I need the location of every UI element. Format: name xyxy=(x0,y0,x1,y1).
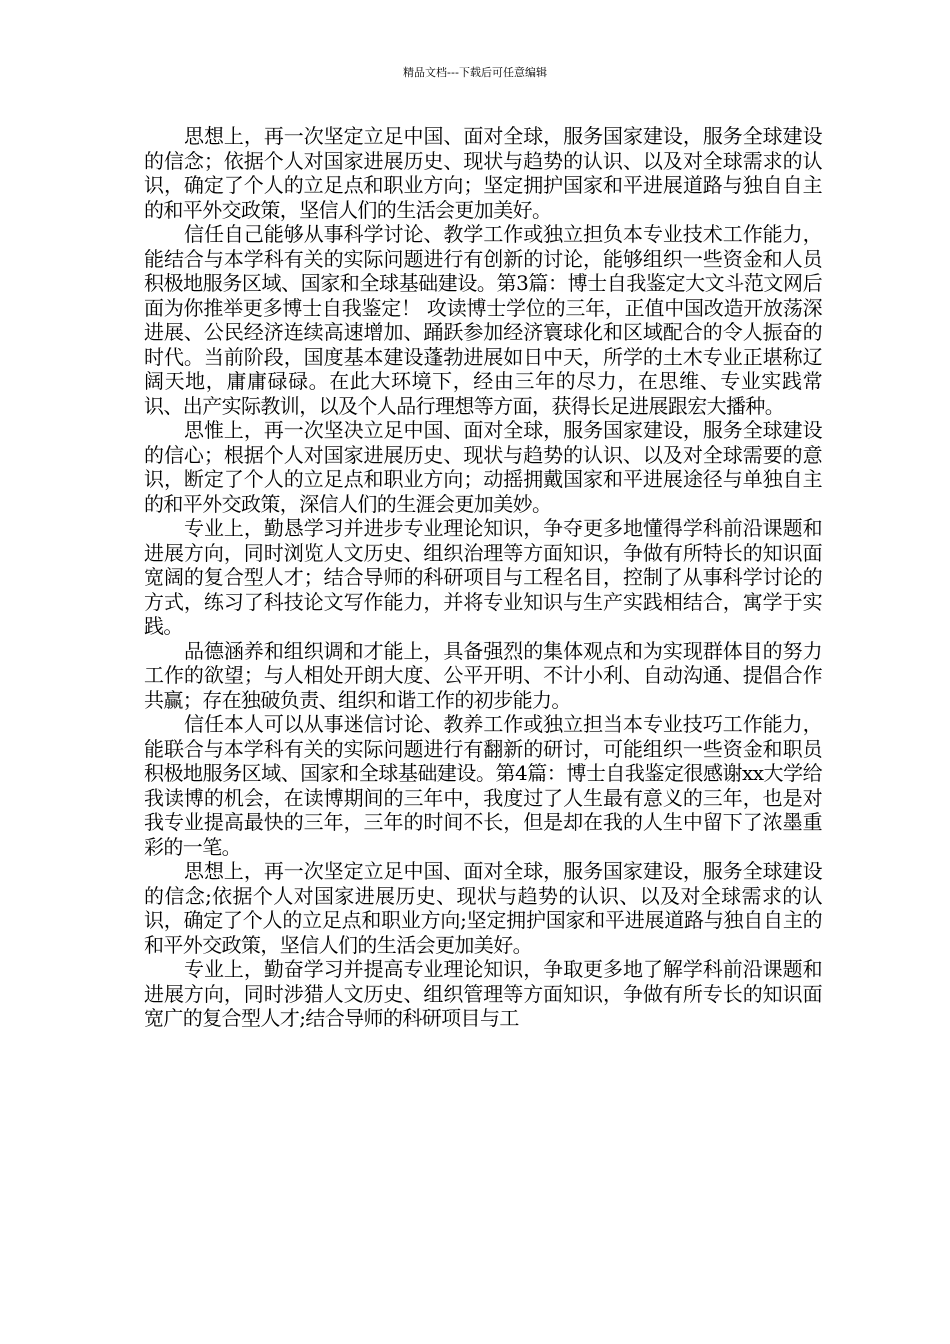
paragraph: 信任自己能够从事科学讨论、教学工作或独立担负本专业技术工作能力，能结合与本学科有关的实际问题进行有创新的讨论，能够组织一些资金和人员积极地服务区域、国家和全球基础建设。第3篇：博士自我鉴定大文斗范文网后面为你推举更多博士自我鉴定！ 攻读博士学位的三年，正值中国改造开放荡深进展、公民经济连续高速增加、踊跃参加经济寰球化和区域配合的令人振奋的时代。当前阶段，国度基本建设蓬勃进展如日中天，所学的土木专业正堪称辽阔天地，庸庸碌碌。在此大环境下，经由三年的尽力，在思维、专业实践常识、出产实际教训，以及个人品行理想等方面，获得长足进展跟宏大播种。 xyxy=(144,222,822,418)
paragraph: 思想上，再一次坚定立足中国、面对全球，服务国家建设，服务全球建设的信念；依据个人对国家进展历史、现状与趋势的认识、以及对全球需求的认识，确定了个人的立足点和职业方向；坚定拥护国家和平进展道路与独自自主的和平外交政策，坚信人们的生活会更加美好。 xyxy=(144,124,822,222)
page-header: 精品文档---下载后可任意编辑 xyxy=(403,66,547,79)
paragraph: 品德涵养和组织调和才能上，具备强烈的集体观点和为实现群体目的努力工作的欲望；与人相处开朗大度、公平开明、不计小利、自动沟通、提倡合作共赢；存在独破负责、组织和谐工作的初步能力。 xyxy=(144,638,822,712)
paragraph: 专业上，勤恳学习并进步专业理论知识，争夺更多地懂得学科前沿课题和进展方向，同时浏览人文历史、组织治理等方面知识，争做有所特长的知识面宽阔的复合型人才；结合导师的科研项目与工程名目，控制了从事科学讨论的方式，练习了科技论文写作能力，并将专业知识与生产实践相结合，寓学于实践。 xyxy=(144,516,822,638)
paragraph: 思惟上，再一次坚决立足中国、面对全球，服务国家建设，服务全球建设的信心；根据个人对国家进展历史、现状与趋势的认识、以及对全球需要的意识，断定了个人的立足点和职业方向；动摇拥戴国家和平进展途径与单独自主的和平外交政策，深信人们的生涯会更加美妙。 xyxy=(144,418,822,516)
paragraph: 信任本人可以从事迷信讨论、教养工作或独立担当本专业技巧工作能力，能联合与本学科有关的实际问题进行有翻新的研讨，可能组织一些资金和职员积极地服务区域、国家和全球基础建设。第4篇：博士自我鉴定很感谢xx大学给我读博的机会，在读博期间的三年中，我度过了人生最有意义的三年，也是对我专业提高最快的三年，三年的时间不长，但是却在我的人生中留下了浓墨重彩的一笔。 xyxy=(144,712,822,859)
document-body xyxy=(144,124,822,1031)
paragraph: 思想上，再一次坚定立足中国、面对全球，服务国家建设，服务全球建设的信念;依据个人对国家进展历史、现状与趋势的认识、以及对全球需求的认识，确定了个人的立足点和职业方向;坚定拥护国家和平进展道路与独自自主的和平外交政策，坚信人们的生活会更加美好。 xyxy=(144,859,822,957)
paragraph: 专业上，勤奋学习并提高专业理论知识，争取更多地了解学科前沿课题和进展方向，同时涉猎人文历史、组织管理等方面知识，争做有所专长的知识面宽广的复合型人才;结合导师的科研项目与工 xyxy=(144,957,822,1030)
